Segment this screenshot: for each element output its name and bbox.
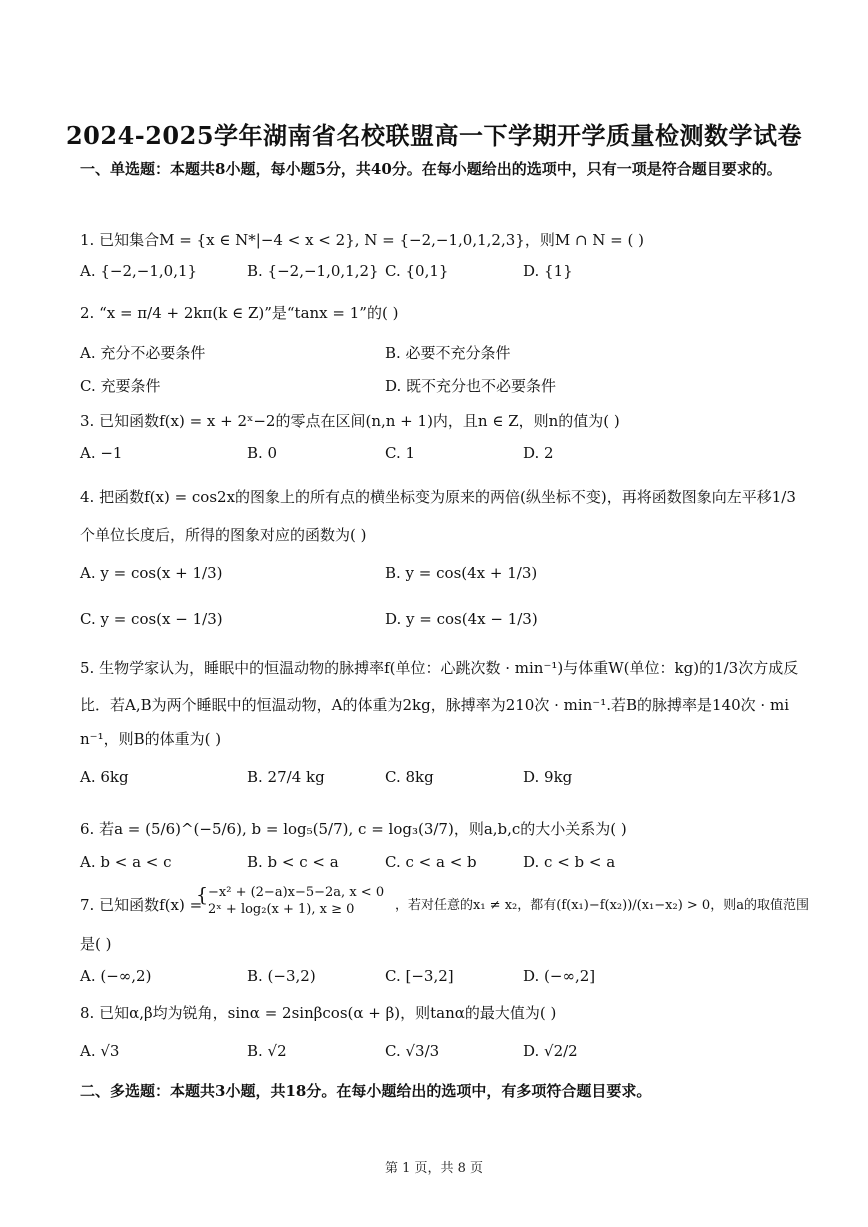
q2-option-c: C. 充要条件 [80, 377, 161, 395]
q7-option-d: D. (−∞,2] [523, 967, 596, 985]
question-4-line-2: 个单位长度后，所得的图象对应的函数为( ) [80, 526, 367, 544]
q4-option-a: A. y = cos(x + 1/3) [80, 564, 223, 582]
q1-option-c: C. {0,1} [385, 262, 449, 280]
q6-option-b: B. b < c < a [247, 853, 339, 871]
exam-title: 2024-2025学年湖南省名校联盟高一下学期开学质量检测数学试卷 [65, 121, 803, 150]
q5-option-c: C. 8kg [385, 768, 434, 786]
question-7-lead: 7. 已知函数f(x) = [80, 896, 203, 914]
page-footer: 第 1 页，共 8 页 [384, 1161, 484, 1176]
section-2-heading: 二、多选题：本题共3小题，共18分。在每小题给出的选项中，有多项符合题目要求。 [80, 1082, 652, 1100]
q2-option-a: A. 充分不必要条件 [80, 344, 206, 362]
question-5-line-3: n⁻¹，则B的体重为( ) [80, 730, 222, 748]
question-2: 2. “x = π/4 + 2kπ(k ∈ Z)”是“tanx = 1”的( ) [80, 304, 399, 322]
q7-option-b: B. (−3,2) [247, 967, 316, 985]
q7-case-2: 2ˣ + log₂(x + 1), x ≥ 0 [208, 902, 355, 917]
q8-option-a: A. √3 [80, 1042, 120, 1060]
q4-option-c: C. y = cos(x − 1/3) [80, 610, 223, 628]
q5-option-d: D. 9kg [523, 768, 573, 786]
q1-option-a: A. {−2,−1,0,1} [80, 262, 198, 280]
q7-option-c: C. [−3,2] [385, 967, 454, 985]
q6-option-c: C. c < a < b [385, 853, 477, 871]
q8-option-b: B. √2 [247, 1042, 287, 1060]
question-7-tail: ，若对任意的x₁ ≠ x₂，都有(f(x₁)−f(x₂))/(x₁−x₂) > 0，则a的取值范围 [395, 898, 809, 913]
question-5-line-1: 5. 生物学家认为，睡眠中的恒温动物的脉搏率f(单位：心跳次数 · min⁻¹)与体重W(单位：kg)的1/3次方成反 [80, 659, 799, 677]
question-3: 3. 已知函数f(x) = x + 2ˣ−2的零点在区间(n,n + 1)内，且n ∈ Z，则n的值为( ) [80, 412, 620, 430]
q4-option-d: D. y = cos(4x − 1/3) [385, 610, 538, 628]
q4-option-b: B. y = cos(4x + 1/3) [385, 564, 538, 582]
q2-option-d: D. 既不充分也不必要条件 [385, 377, 557, 395]
q3-option-d: D. 2 [523, 444, 554, 462]
question-7-line-2: 是( ) [80, 935, 112, 953]
question-5-line-2: 比．若A,B为两个睡眠中的恒温动物，A的体重为2kg，脉搏率为210次 · min⁻¹.若B的脉搏率是140次 · mi [80, 696, 789, 714]
question-8: 8. 已知α,β均为锐角，sinα = 2sinβcos(α + β)，则tanα的最大值为( ) [80, 1004, 557, 1022]
question-1: 1. 已知集合M = {x ∈ N*|−4 < x < 2}, N = {−2,−1,0,1,2,3}，则M ∩ N = ( ) [80, 231, 644, 249]
q8-option-d: D. √2/2 [523, 1042, 578, 1060]
q6-option-a: A. b < a < c [80, 853, 172, 871]
q2-option-b: B. 必要不充分条件 [385, 344, 511, 362]
q5-option-a: A. 6kg [80, 768, 129, 786]
q6-option-d: D. c < b < a [523, 853, 616, 871]
question-6: 6. 若a = (5/6)^(−5/6), b = log₅(5/7), c = log₃(3/7)，则a,b,c的大小关系为( ) [80, 820, 627, 838]
q1-option-b: B. {−2,−1,0,1,2} [247, 262, 379, 280]
q8-option-c: C. √3/3 [385, 1042, 440, 1060]
q7-brace: { [196, 884, 209, 906]
q7-option-a: A. (−∞,2) [80, 967, 152, 985]
question-4-line-1: 4. 把函数f(x) = cos2x的图象上的所有点的横坐标变为原来的两倍(纵坐标不变)，再将函数图象向左平移1/3 [80, 488, 796, 506]
q1-option-d: D. {1} [523, 262, 573, 280]
q7-case-1: −x² + (2−a)x−5−2a, x < 0 [208, 885, 385, 900]
q5-option-b: B. 27/4 kg [247, 768, 325, 786]
section-1-heading: 一、单选题：本题共8小题，每小题5分，共40分。在每小题给出的选项中，只有一项是符合题目要求的。 [80, 160, 782, 178]
q3-option-a: A. −1 [80, 444, 123, 462]
q3-option-b: B. 0 [247, 444, 278, 462]
q3-option-c: C. 1 [385, 444, 416, 462]
